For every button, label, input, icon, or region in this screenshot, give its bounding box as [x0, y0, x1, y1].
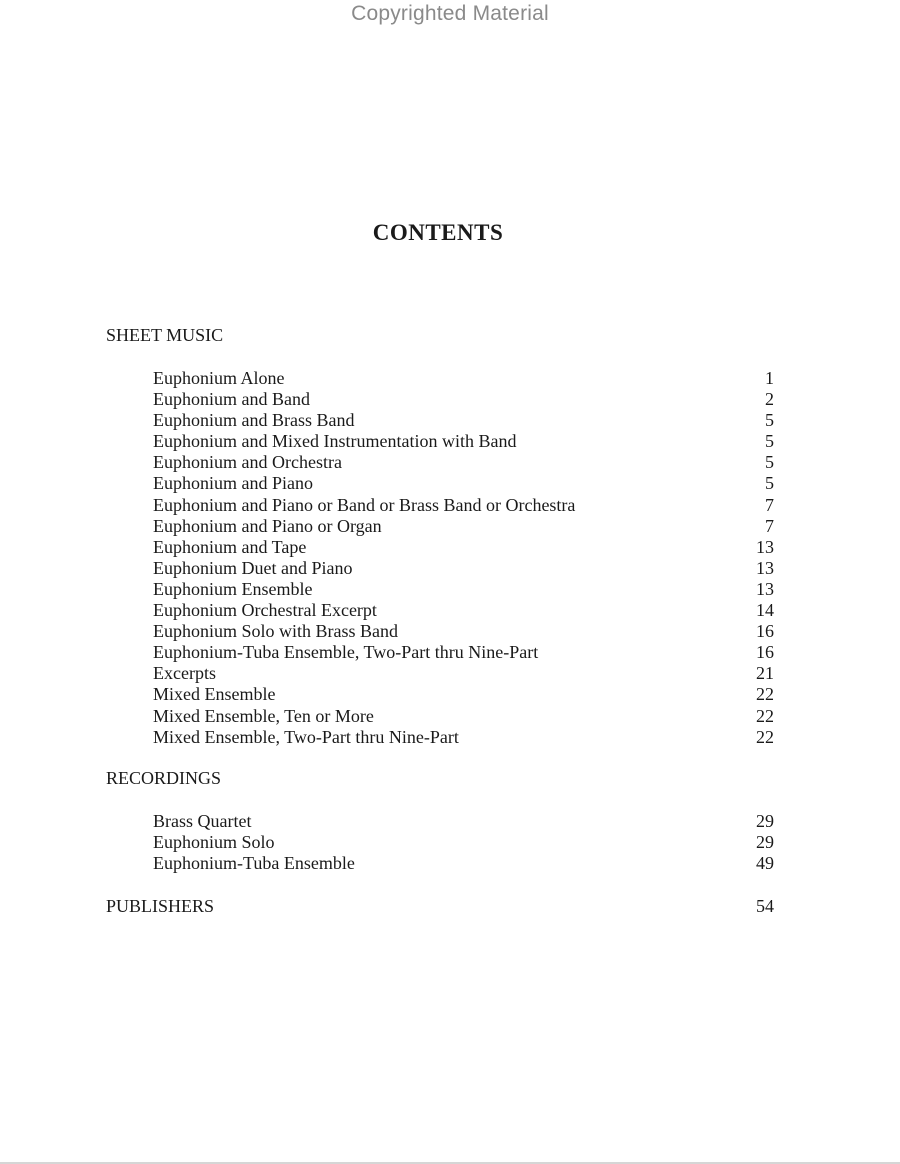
toc-entry[interactable] — [153, 516, 774, 537]
toc-entry[interactable] — [153, 706, 774, 727]
toc-page-number: 22 — [756, 705, 774, 726]
toc-entry[interactable] — [153, 684, 774, 705]
toc-entry[interactable] — [153, 621, 774, 642]
toc-entry-label: Brass Quartet — [153, 811, 252, 831]
toc-page-number: 5 — [765, 473, 774, 494]
section-heading-publishers: PUBLISHERS — [106, 896, 215, 916]
toc-page-number: 22 — [756, 726, 774, 747]
toc-entry-label: Euphonium-Tuba Ensemble — [153, 853, 355, 874]
toc-entry[interactable] — [153, 811, 774, 832]
toc-page-number: 5 — [765, 431, 774, 452]
toc-entry-publishers[interactable] — [106, 896, 774, 917]
toc-entry-label: Euphonium and Piano or Organ — [153, 515, 382, 536]
toc-entry-label: Mixed Ensemble, Ten or More — [153, 705, 374, 726]
toc-entry-label: Euphonium and Tape — [153, 536, 307, 557]
toc-entry-label: Euphonium and Brass Band — [153, 410, 355, 431]
section-heading-recordings: RECORDINGS — [106, 768, 222, 788]
toc-entry[interactable] — [153, 389, 774, 410]
toc-entry[interactable] — [153, 663, 774, 684]
toc-entry-label: Euphonium and Piano or Band or Brass Band or Orchestra — [153, 494, 576, 515]
toc-entry[interactable] — [153, 452, 774, 473]
toc-entry-label: Euphonium-Tuba Ensemble, Two-Part thru Nine-Part — [153, 642, 539, 663]
section-heading-sheet-music: SHEET MUSIC — [106, 325, 224, 345]
toc-page-number: 1 — [765, 368, 774, 388]
toc-page-number: 13 — [756, 536, 774, 557]
toc-entry[interactable] — [153, 410, 774, 431]
toc-entry-label: Euphonium Ensemble — [153, 578, 313, 599]
toc-entry-label: Euphonium and Band — [153, 389, 310, 410]
toc-entry-label: Euphonium Solo with Brass Band — [153, 621, 399, 642]
toc-entry[interactable] — [153, 579, 774, 600]
toc-entry[interactable] — [153, 727, 774, 748]
toc-page-number: 21 — [756, 663, 774, 684]
toc-page-number: 7 — [765, 494, 774, 515]
toc-entry-label: Euphonium Solo — [153, 832, 275, 853]
toc-page-number: 49 — [756, 853, 774, 874]
toc-page-number: 2 — [765, 389, 774, 410]
sheet-music-list — [153, 368, 774, 748]
toc-entry-label: Euphonium and Orchestra — [153, 452, 342, 473]
toc-entry[interactable] — [153, 537, 774, 558]
copyright-watermark: Copyrighted Material — [351, 2, 549, 25]
toc-page-number: 16 — [756, 642, 774, 663]
toc-page-number: 5 — [765, 410, 774, 431]
toc-page-number: 14 — [756, 600, 774, 621]
recordings-list — [153, 811, 774, 874]
toc-entry-label: Mixed Ensemble, Two-Part thru Nine-Part — [153, 726, 459, 747]
toc-page-number: 5 — [765, 452, 774, 473]
toc-page-number: 54 — [756, 896, 774, 916]
toc-entry[interactable] — [153, 558, 774, 579]
toc-entry[interactable] — [153, 642, 774, 663]
page-title: CONTENTS — [372, 220, 504, 245]
toc-entry[interactable] — [153, 853, 774, 874]
toc-entry-label: Euphonium and Piano — [153, 473, 313, 494]
toc-page-number: 16 — [756, 621, 774, 642]
toc-entry-label: Mixed Ensemble — [153, 684, 276, 705]
toc-page-number: 13 — [756, 578, 774, 599]
toc-entry[interactable] — [153, 368, 774, 389]
toc-entry[interactable] — [153, 431, 774, 452]
toc-entry-label: Euphonium Alone — [153, 368, 285, 388]
toc-page-number: 7 — [765, 515, 774, 536]
toc-entry[interactable] — [153, 495, 774, 516]
toc-page-number: 29 — [756, 811, 774, 831]
toc-entry[interactable] — [153, 473, 774, 494]
toc-entry-label: Euphonium Orchestral Excerpt — [153, 600, 377, 621]
toc-page-number: 22 — [756, 684, 774, 705]
toc-page-number: 13 — [756, 557, 774, 578]
toc-entry-label: Excerpts — [153, 663, 216, 684]
toc-entry[interactable] — [153, 600, 774, 621]
toc-entry[interactable] — [153, 832, 774, 853]
toc-entry-label: Euphonium Duet and Piano — [153, 557, 353, 578]
toc-entry-label: Euphonium and Mixed Instrumentation with Band — [153, 431, 517, 452]
toc-page-number: 29 — [756, 832, 774, 853]
